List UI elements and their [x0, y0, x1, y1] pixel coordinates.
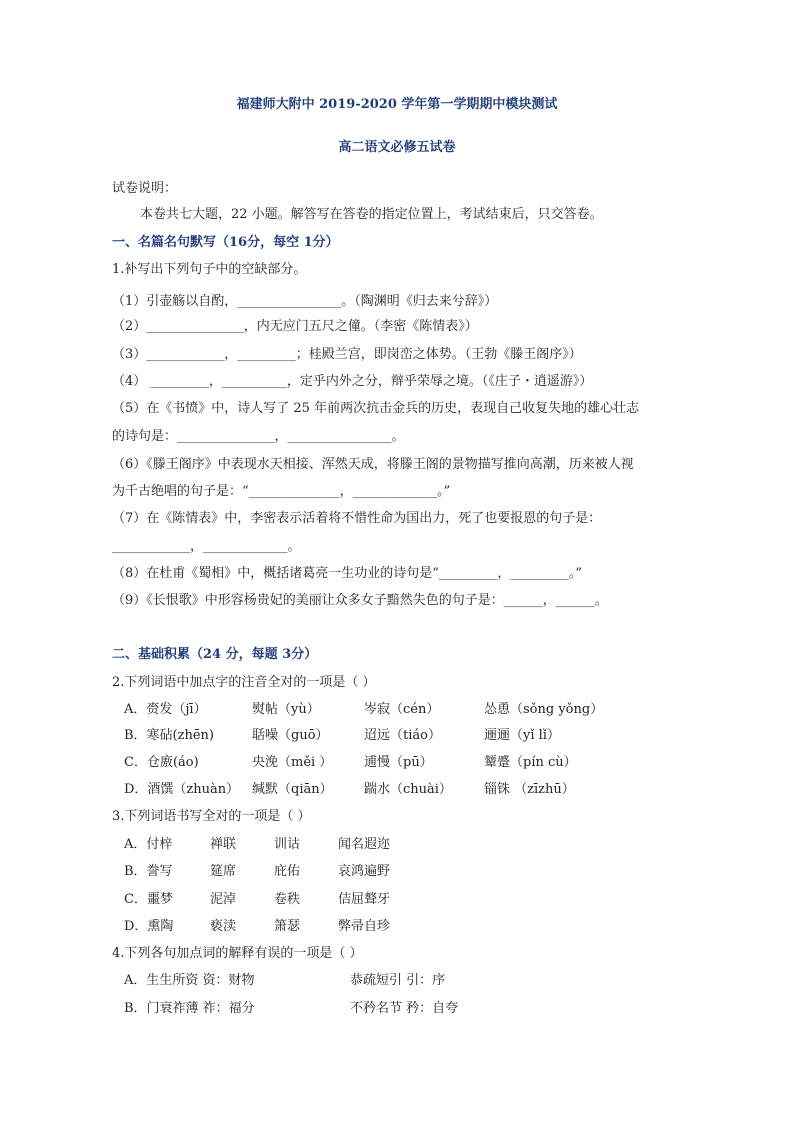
- fill-item: （6）《滕王阁序》中表现水天相接、浑然天成，将滕王阁的景物描写推向高潮，历来被人视: [112, 457, 634, 472]
- exam-title: 福建师大附中 2019-2020 学年第一学期期中模块测试: [236, 97, 558, 112]
- option-b-col4: 逦逦（yǐ lǐ）: [484, 728, 560, 743]
- option-a-col3: 训诂: [274, 837, 301, 852]
- option-d-col3: 踹水（chuài）: [364, 782, 452, 797]
- option-b-col2: 不矜名节 矜：自夸: [350, 1001, 459, 1016]
- option-a-col1: A．生生所资 资：财物: [124, 973, 255, 988]
- option-d-col3: 箫瑟: [274, 919, 301, 934]
- option-b-col1: B．誊写: [124, 864, 173, 879]
- fill-item: （2）_______________，内无应门五尺之僮。（李密《陈情表》）: [112, 319, 478, 334]
- option-d-col4: 锱铢 （zīzhū）: [484, 782, 575, 797]
- option-d-col2: 亵渎: [210, 919, 237, 934]
- exam-subtitle: 高二语文必修五试卷: [338, 140, 456, 155]
- fill-item: 的诗句是：_______________，________________。: [112, 429, 405, 444]
- option-a-col4: 闻名遐迩: [338, 837, 391, 852]
- fill-item: （1）引壶觞以自酌，________________。（陶渊明《归去来兮辞》）: [112, 294, 498, 309]
- option-a-col3: 岑寂（cén）: [364, 702, 440, 717]
- fill-item: （9）《长恨歌》中形容杨贵妃的美丽让众多女子黯然失色的句子是：______，______。: [112, 593, 608, 608]
- option-b-col4: 哀鸿遍野: [338, 864, 391, 879]
- option-c-col2: 央浼（měi ）: [252, 755, 333, 770]
- option-c-col2: 泥淖: [210, 892, 237, 907]
- fill-item: （5）在《书愤》中，诗人写了 25 年前两次抗击金兵的历史，表现自己收复失地的雄心壮志: [112, 401, 640, 416]
- fill-item: （8）在杜甫《蜀相》中，概括诸葛亮一生功业的诗句是“_________，_________。”: [112, 566, 583, 581]
- option-b-col1: B．寒砧(zhēn): [124, 728, 214, 743]
- option-a-col2: 恭疏短引 引：序: [350, 973, 446, 988]
- notes-text: 本卷共七大题，22 小题。解答写在答卷的指定位置上，考试结束后，只交答卷。: [140, 207, 603, 222]
- option-d-col1: D．熏陶: [124, 919, 174, 934]
- section1-heading: 一、名篇名句默写（16分，每空 1分）: [112, 235, 339, 250]
- option-b-col3: 庇佑: [274, 864, 301, 879]
- option-a-col2: 禅联: [210, 837, 237, 852]
- option-d-col1: D．酒馔（zhuàn）: [124, 782, 240, 797]
- section2-heading: 二、基础积累（24 分，每题 3分）: [112, 647, 318, 662]
- question-1-stem: 1.补写出下列句子中的空缺部分。: [112, 262, 307, 277]
- option-a-col1: A．付梓: [124, 837, 173, 852]
- option-d-col2: 缄默（qiān）: [252, 782, 333, 797]
- option-b-col2: 筵席: [210, 864, 237, 879]
- option-c-col4: 颦蹙（pín cù）: [484, 755, 577, 770]
- question-4-stem: 4.下列各句加点词的解释有误的一项是（ ）: [112, 946, 363, 961]
- option-b-col1: B．门衰祚薄 祚：福分: [124, 1001, 255, 1016]
- fill-item: （7）在《陈情表》中，李密表示活着将不惜性命为国出力，死了也要报恩的句子是：: [112, 511, 602, 526]
- fill-item: ____________，_____________。: [112, 539, 301, 554]
- option-a-col4: 怂恿（sǒng yǒng）: [484, 702, 604, 717]
- option-c-col4: 佶屈聱牙: [338, 892, 391, 907]
- option-c-col3: 卷秩: [274, 892, 301, 907]
- option-a-col1: A．赍发（jī）: [124, 702, 207, 717]
- option-b-col2: 聒噪（guō）: [252, 728, 329, 743]
- question-3-stem: 3.下列词语书写全对的一项是（ ）: [112, 809, 311, 824]
- option-c-col1: C．仓廒(áo): [124, 755, 199, 770]
- option-d-col4: 弊帚自珍: [338, 919, 391, 934]
- option-c-col3: 逋慢（pū）: [364, 755, 433, 770]
- fill-item: （3）____________，_________；桂殿兰宫，即岗峦之体势。（王勃《滕王阁序》）: [112, 347, 582, 362]
- notes-label: 试卷说明：: [112, 181, 178, 196]
- fill-item: （4） _________，__________，定乎内外之分，辩乎荣辱之境。（《庄子・逍遥游》）: [112, 374, 593, 389]
- fill-item: 为千古绝唱的句子是：“______________，_____________。”: [112, 484, 451, 499]
- option-b-col3: 迢远（tiáo）: [364, 728, 441, 743]
- option-c-col1: C．噩梦: [124, 892, 173, 907]
- question-2-stem: 2.下列词语中加点字的注音全对的一项是（ ）: [112, 675, 376, 690]
- option-a-col2: 熨帖（yù）: [252, 702, 320, 717]
